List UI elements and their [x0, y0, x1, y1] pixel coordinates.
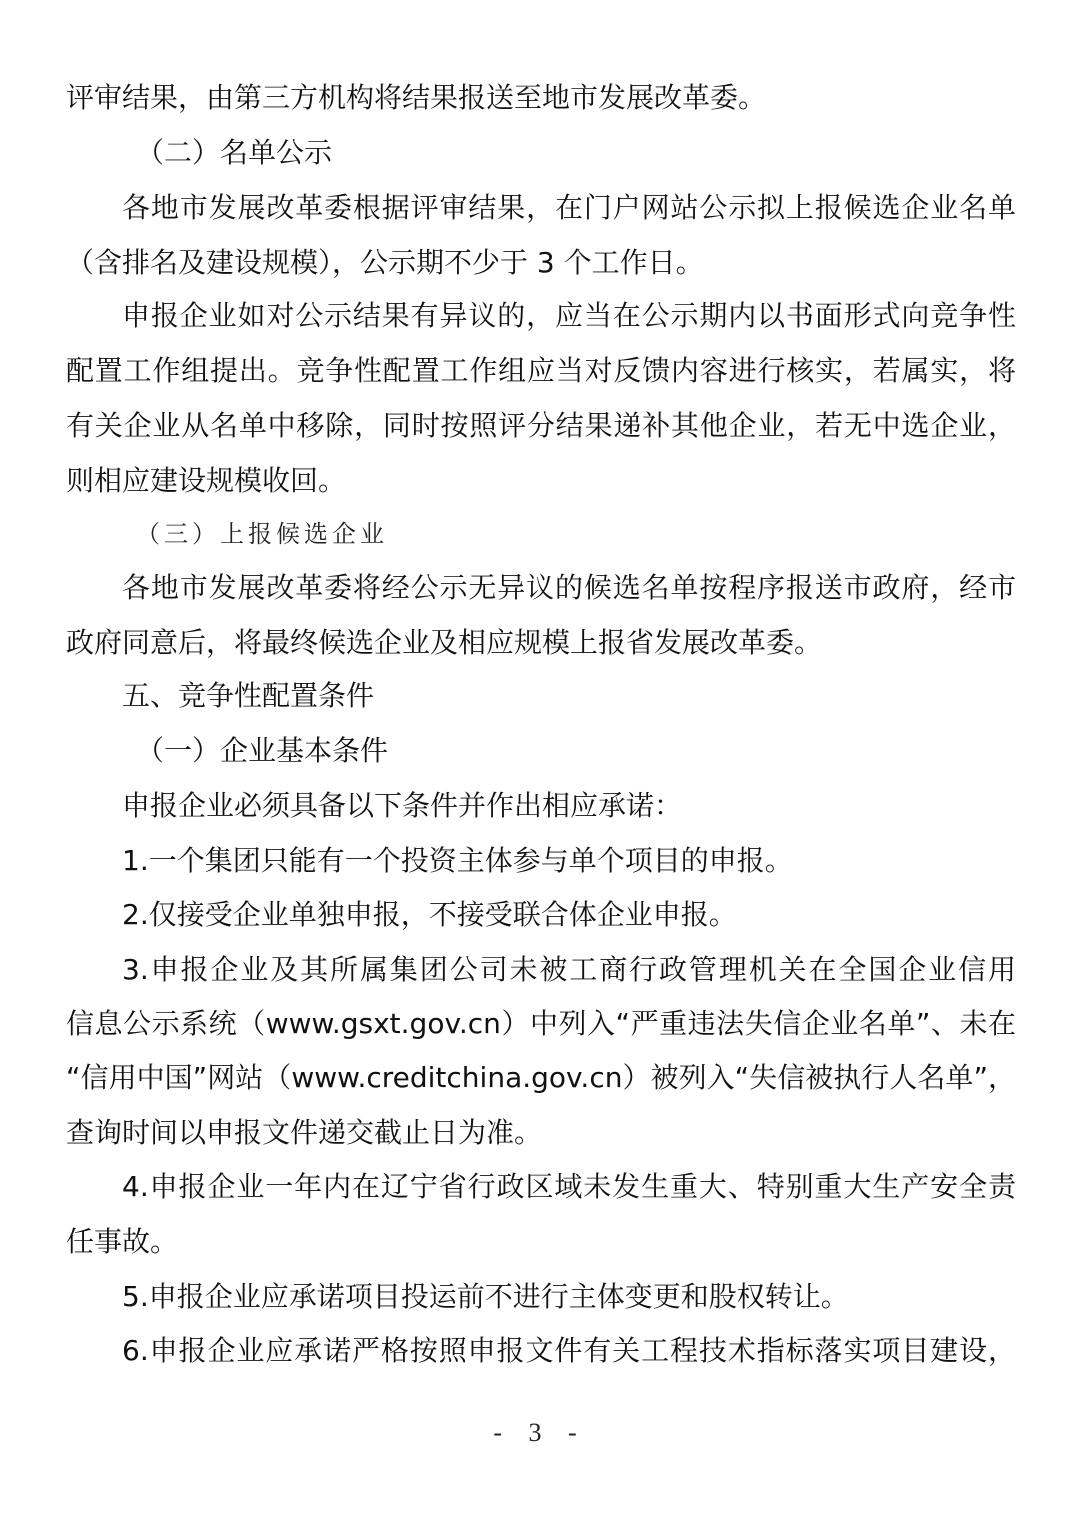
paragraph-line: （含排名及建设规模），公示期不少于 3 个工作日。 [66, 246, 704, 279]
paragraph-line: 评审结果，由第三方机构将结果报送至地市发展改革委。 [66, 81, 767, 114]
list-item-3-cont: “信用中国”网站（www.creditchina.gov.cn）被列入“失信被执行人名单”， [66, 1061, 1016, 1094]
list-item-3: 3.申报企业及其所属集团公司未被工商行政管理机关在全国企业信用 [122, 953, 1016, 986]
list-item-5: 5.申报企业应承诺项目投运前不进行主体变更和股权转让。 [122, 1280, 849, 1313]
paragraph-line: 配置工作组提出。竞争性配置工作组应当对反馈内容进行核实，若属实，将 [66, 354, 1016, 387]
paragraph-line: 有关企业从名单中移除，同时按照评分结果递补其他企业，若无中选企业， [66, 409, 1016, 442]
page-number: - 3 - [493, 1418, 587, 1447]
chapter-heading-competitive-conditions: 五、竞争性配置条件 [122, 679, 375, 712]
list-item-6: 6.申报企业应承诺严格按照申报文件有关工程技术指标落实项目建设， [122, 1334, 1016, 1367]
section-heading-basic-conditions: （一）企业基本条件 [136, 734, 389, 767]
section-heading-name-list-publicity: （二）名单公示 [136, 136, 333, 169]
list-item-1: 1.一个集团只能有一个投资主体参与单个项目的申报。 [122, 844, 793, 877]
paragraph-line: 各地市发展改革委将经公示无异议的候选名单按程序报送市政府，经市 [122, 571, 1016, 604]
paragraph-line: 则相应建设规模收回。 [66, 464, 347, 497]
list-item-4: 4.申报企业一年内在辽宁省行政区域未发生重大、特别重大生产安全责 [122, 1170, 1016, 1203]
section-heading-report-candidates: （三）上报候选企业 [136, 520, 388, 548]
list-item-3-cont: 信息公示系统（www.gsxt.gov.cn）中列入“严重违法失信企业名单”、未在 [66, 1007, 1016, 1040]
paragraph-line: 各地市发展改革委根据评审结果，在门户网站公示拟上报候选企业名单 [122, 191, 1016, 224]
list-item-2: 2.仅接受企业单独申报，不接受联合体企业申报。 [122, 898, 737, 931]
paragraph-line: 政府同意后，将最终候选企业及相应规模上报省发展改革委。 [66, 626, 823, 659]
paragraph-line: 申报企业必须具备以下条件并作出相应承诺： [122, 789, 683, 822]
list-item-3-cont: 查询时间以申报文件递交截止日为准。 [66, 1116, 543, 1149]
list-item-4-cont: 任事故。 [66, 1225, 179, 1258]
paragraph-line: 申报企业如对公示结果有异议的，应当在公示期内以书面形式向竞争性 [122, 299, 1016, 332]
